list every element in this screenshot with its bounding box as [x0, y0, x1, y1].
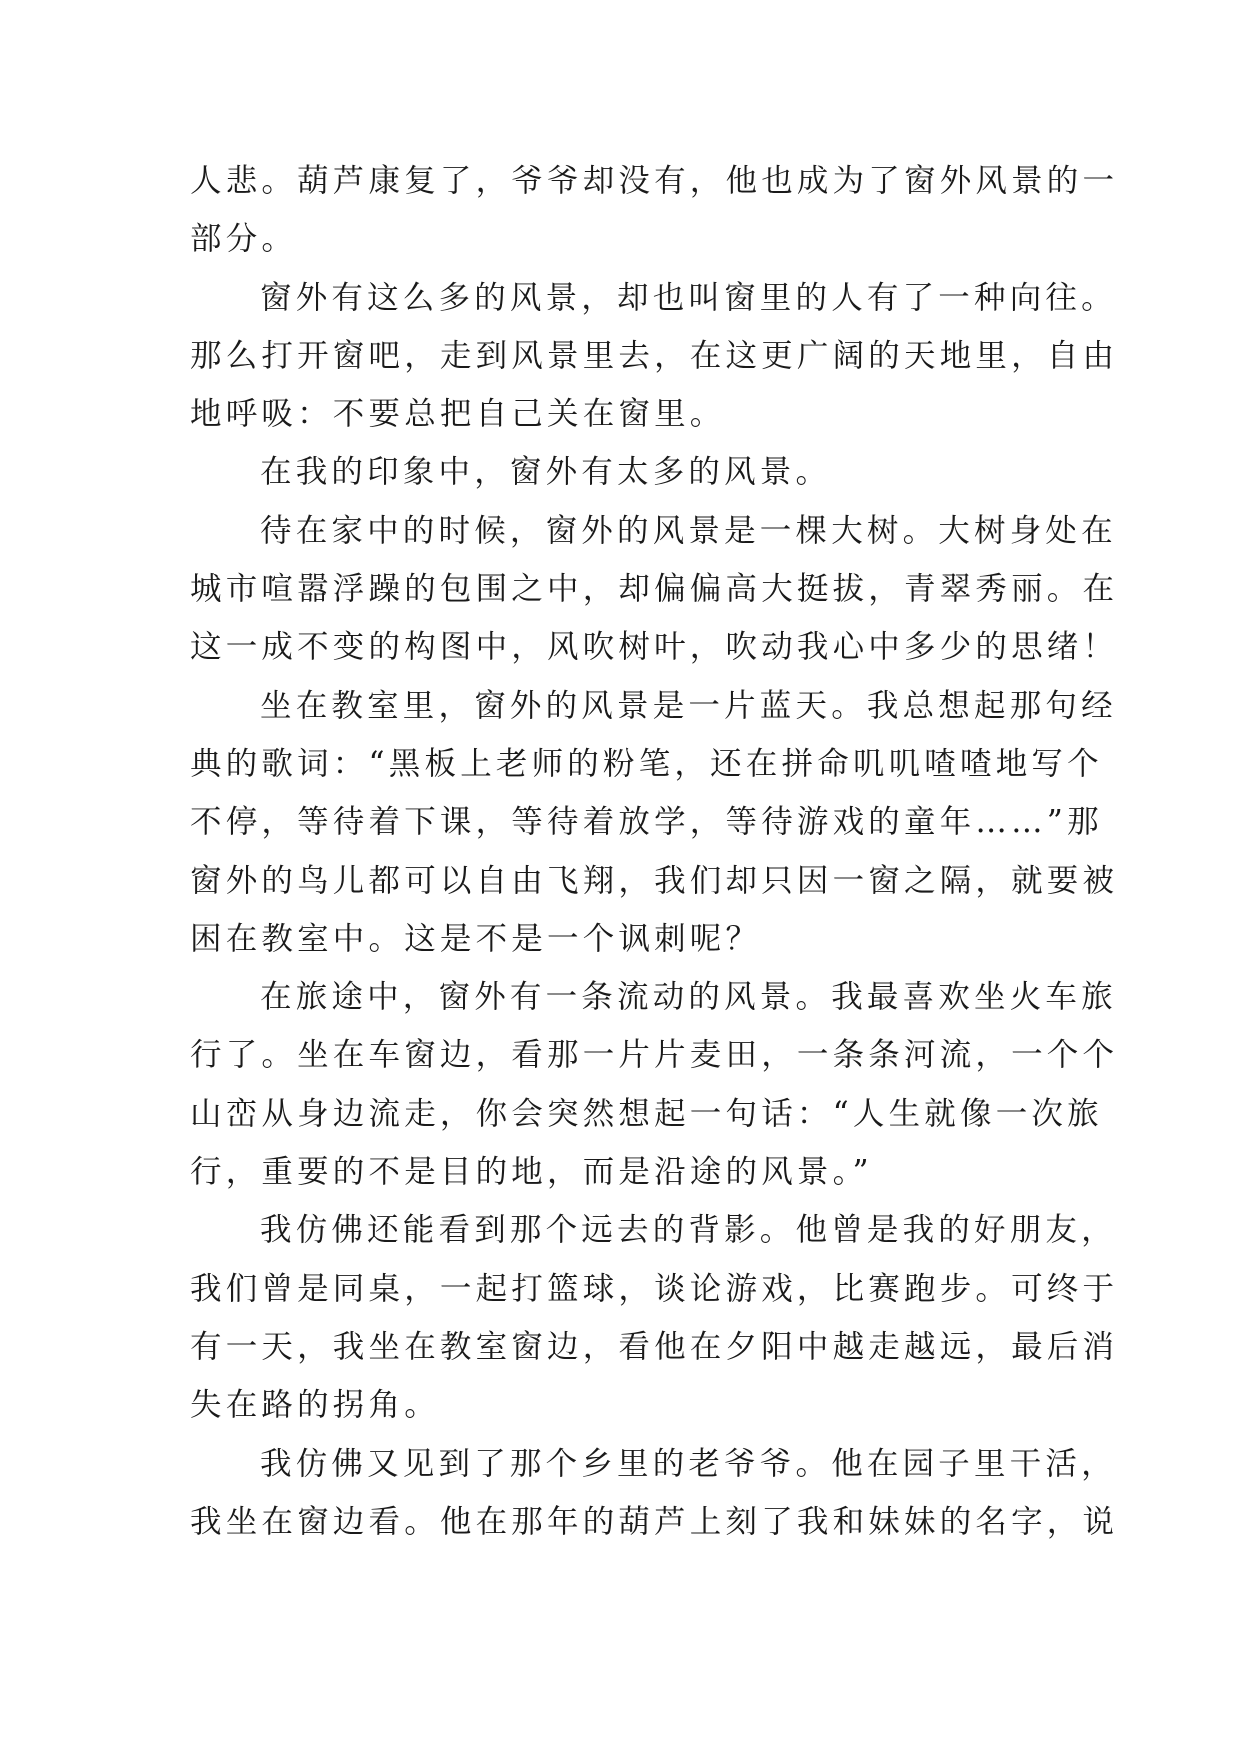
- text-line: 地呼吸：不要总把自己关在窗里。: [190, 396, 726, 433]
- text-line: 部分。: [190, 221, 298, 258]
- text-line: 困在教室中。这是不是一个讽刺呢？: [190, 920, 762, 957]
- paragraph-first-line: 我仿佛又见到了那个乡里的老爷爷。他在园子里干活，: [260, 1445, 1117, 1482]
- text-line: 城市喧嚣浮躁的包围之中，却偏偏高大挺拔，青翠秀丽。在: [190, 571, 1119, 608]
- text-line: 这一成不变的构图中，风吹树叶，吹动我心中多少的思绪！: [190, 629, 1119, 666]
- text-line: 那么打开窗吧，走到风景里去，在这更广阔的天地里，自由: [190, 337, 1119, 374]
- text-line: 有一天，我坐在教室窗边，看他在夕阳中越走越远，最后消: [190, 1328, 1119, 1365]
- text-line: 不停，等待着下课，等待着放学，等待游戏的童年……”那: [190, 804, 1103, 841]
- paragraph-first-line: 窗外有这么多的风景，却也叫窗里的人有了一种向往。: [260, 279, 1117, 316]
- text-line: 失在路的拐角。: [190, 1387, 440, 1424]
- text-line: 我坐在窗边看。他在那年的葫芦上刻了我和妹妹的名字，说: [190, 1503, 1119, 1540]
- text-line: 人悲。葫芦康复了，爷爷却没有，他也成为了窗外风景的一: [190, 163, 1119, 199]
- paragraph-first-line: 我仿佛还能看到那个远去的背影。他曾是我的好朋友，: [260, 1212, 1117, 1249]
- paragraph-first-line: 坐在教室里，窗外的风景是一片蓝天。我总想起那句经: [260, 687, 1117, 724]
- paragraph-first-line: 待在家中的时候，窗外的风景是一棵大树。大树身处在: [260, 512, 1117, 549]
- text-line: 行了。坐在车窗边，看那一片片麦田，一条条河流，一个个: [190, 1037, 1119, 1074]
- paragraph-first-line: 在旅途中，窗外有一条流动的风景。我最喜欢坐火车旅: [260, 979, 1117, 1016]
- paragraph-first-line: 在我的印象中，窗外有太多的风景。: [260, 454, 832, 491]
- body-text: [190, 152, 1119, 1551]
- text-line: 典的歌词：“黑板上老师的粉笔，还在拼命叽叽喳喳地写个: [190, 745, 1103, 782]
- text-line: 窗外的鸟儿都可以自由飞翔，我们却只因一窗之隔，就要被: [190, 862, 1119, 899]
- text-line: 山峦从身边流走，你会突然想起一句话：“人生就像一次旅: [190, 1095, 1103, 1132]
- text-line: 我们曾是同桌，一起打篮球，谈论游戏，比赛跑步。可终于: [190, 1270, 1119, 1307]
- text-line: 行，重要的不是目的地，而是沿途的风景。”: [190, 1154, 873, 1191]
